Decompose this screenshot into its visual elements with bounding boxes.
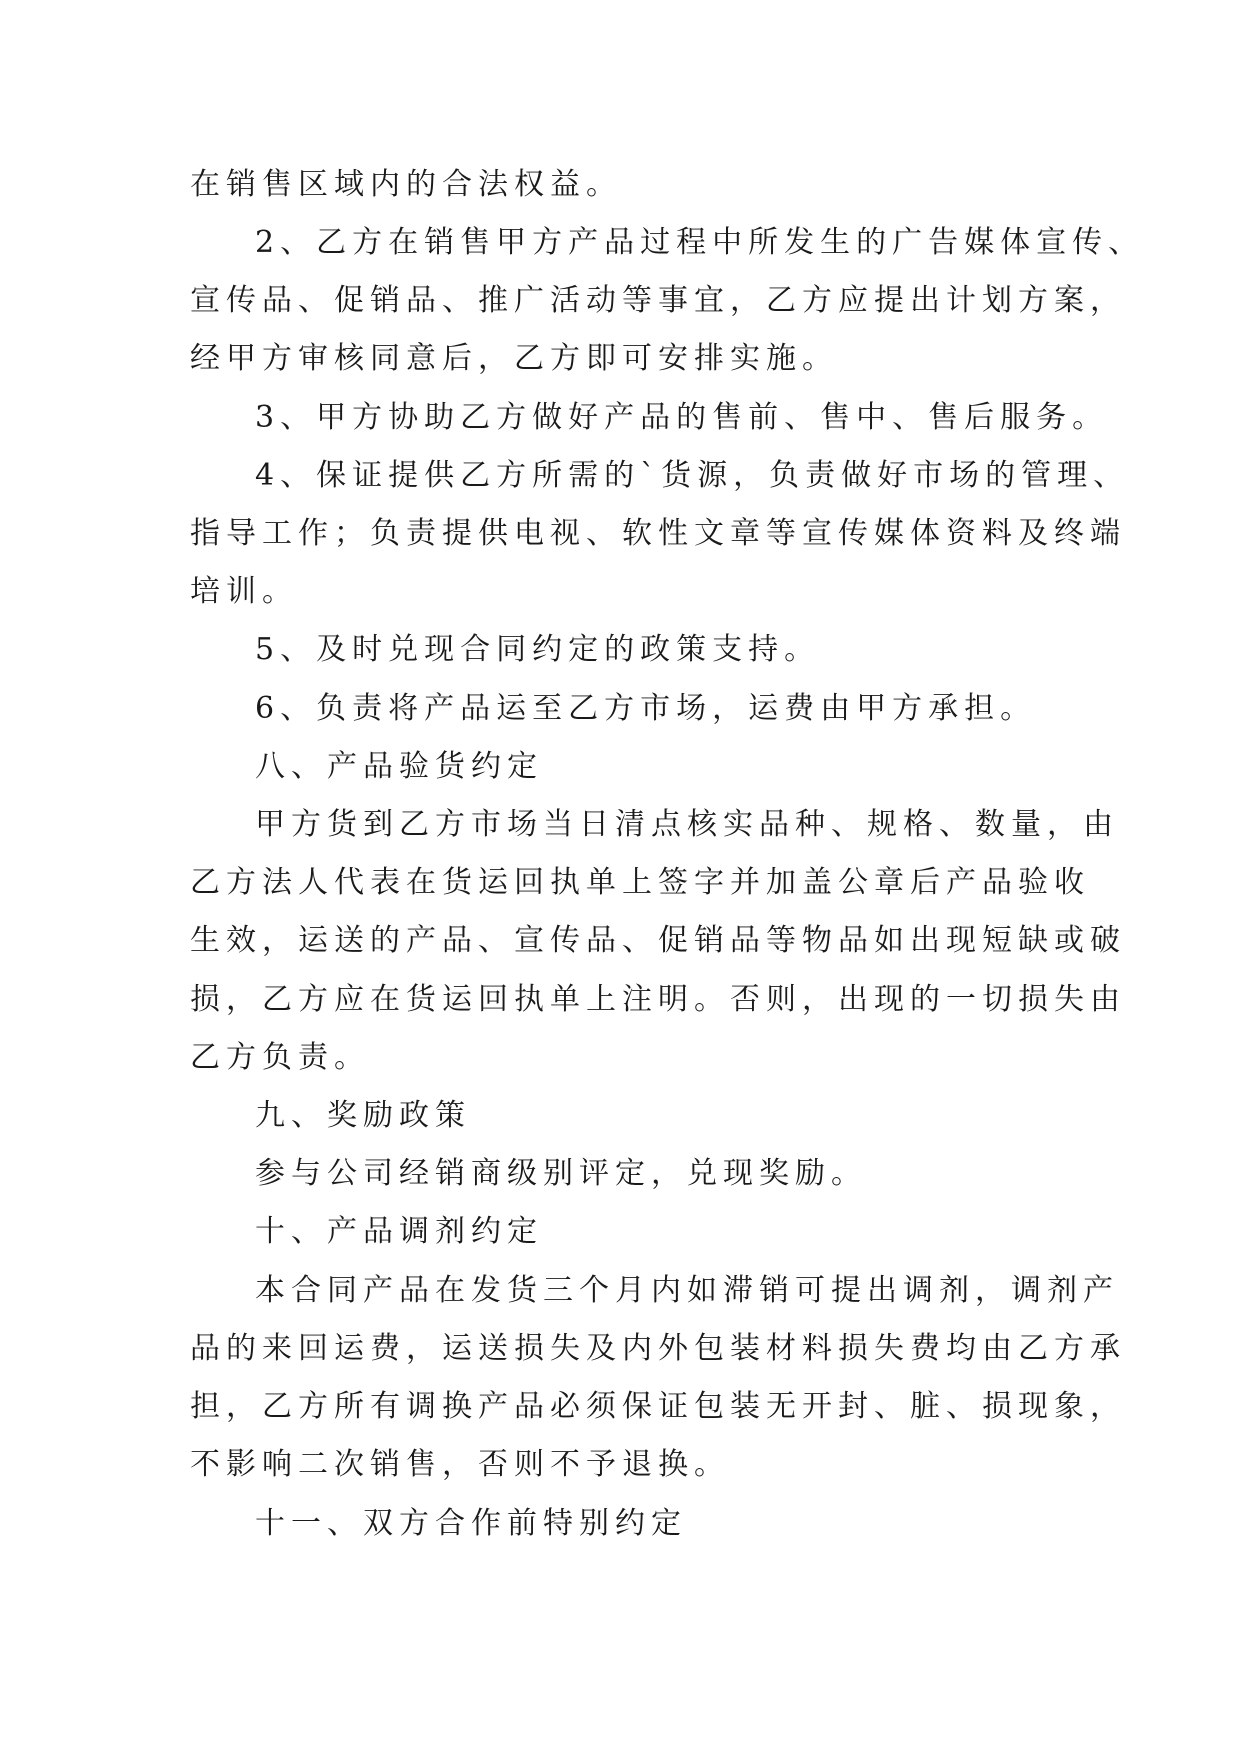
text-line: 乙方法人代表在货运回执单上签字并加盖公章后产品验收 [190,865,1090,900]
text-line: 4、保证提供乙方所需的`货源，负责做好市场的管理、 [255,458,1130,493]
section-heading: 十一、双方合作前特别约定 [255,1506,687,1541]
text-line: 损，乙方应在货运回执单上注明。否则，出现的一切损失由 [190,982,1126,1017]
section-heading: 八、产品验货约定 [255,749,543,784]
text-line: 参与公司经销商级别评定，兑现奖励。 [255,1156,867,1191]
text-line: 宣传品、促销品、推广活动等事宜，乙方应提出计划方案， [190,283,1126,318]
text-line: 经甲方审核同意后，乙方即可安排实施。 [190,341,838,376]
text-line: 乙方负责。 [190,1040,370,1075]
text-line: 生效，运送的产品、宣传品、促销品等物品如出现短缺或破 [190,923,1126,958]
section-heading: 十、产品调剂约定 [255,1214,543,1249]
text-line: 3、甲方协助乙方做好产品的售前、售中、售后服务。 [255,400,1109,435]
text-line: 担，乙方所有调换产品必须保证包装无开封、脏、损现象， [190,1389,1126,1424]
text-line: 本合同产品在发货三个月内如滞销可提出调剂，调剂产 [255,1273,1119,1308]
text-line: 6、负责将产品运至乙方市场，运费由甲方承担。 [255,691,1037,726]
text-line: 不影响二次销售，否则不予退换。 [190,1447,730,1482]
text-line: 2、乙方在销售甲方产品过程中所发生的广告媒体宣传、 [255,225,1145,260]
text-line: 指导工作；负责提供电视、软性文章等宣传媒体资料及终端 [190,516,1126,551]
text-line: 甲方货到乙方市场当日清点核实品种、规格、数量，由 [255,807,1119,842]
section-heading: 九、奖励政策 [255,1098,471,1133]
text-line: 培训。 [190,574,298,609]
text-line: 在销售区域内的合法权益。 [190,167,622,202]
text-line: 5、及时兑现合同约定的政策支持。 [255,632,821,667]
text-line: 品的来回运费，运送损失及内外包装材料损失费均由乙方承 [190,1331,1126,1366]
